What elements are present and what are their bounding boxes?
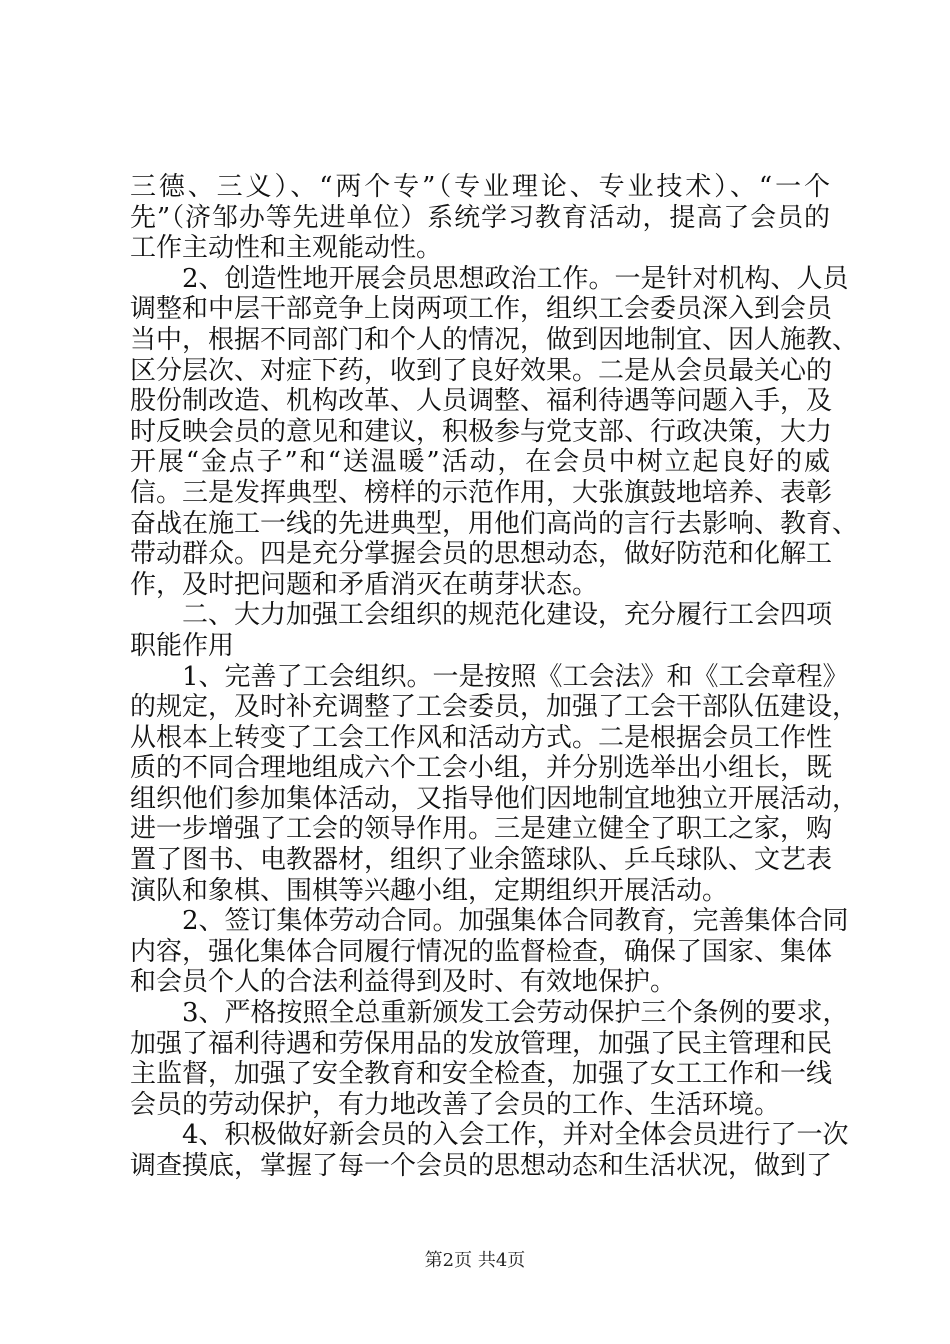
text-line: 3、严格按照全总重新颁发工会劳动保护三个条例的要求，: [182, 998, 849, 1029]
page-footer: 第2页 共4页: [424, 1250, 526, 1271]
text-line: 内容，强化集体合同履行情况的监督检查，确保了国家、集体: [130, 936, 833, 967]
text-line: 加强了福利待遇和劳保用品的发放管理，加强了民主管理和民: [130, 1028, 833, 1059]
text-line: 股份制改造、机构改革、人员调整、福利待遇等问题入手，及: [130, 386, 833, 417]
text-line: 先”（济邹办等先进单位）系统学习教育活动，提高了会员的: [130, 202, 830, 233]
text-line: 演队和象棋、围棋等兴趣小组，定期组织开展活动。: [130, 875, 729, 906]
text-line: 调整和中层干部竞争上岗两项工作，组织工会委员深入到会员: [130, 294, 833, 325]
text-line: 组织他们参加集体活动，又指导他们因地制宜地独立开展活动，: [130, 783, 859, 814]
text-line: 质的不同合理地组成六个工会小组，并分别选举出小组长，既: [130, 753, 833, 784]
text-line: 开展“金点子”和“送温暖”活动，在会员中树立起良好的威: [130, 447, 830, 478]
text-line: 2、创造性地开展会员思想政治工作。一是针对机构、人员: [182, 263, 849, 294]
text-line: 和会员个人的合法利益得到及时、有效地保护。: [130, 967, 677, 998]
text-line: 时反映会员的意见和建议，积极参与党支部、行政决策，大力: [130, 416, 833, 447]
text-line: 调查摸底，掌握了每一个会员的思想动态和生活状况，做到了: [130, 1151, 833, 1181]
text-line: 主监督，加强了安全教育和安全检查，加强了女工工作和一线: [130, 1059, 833, 1090]
text-line: 进一步增强了工会的领导作用。三是建立健全了职工之家，购: [130, 814, 833, 845]
text-line: 当中，根据不同部门和个人的情况，做到因地制宜、因人施教、: [130, 324, 859, 355]
text-line: 1、完善了工会组织。一是按照《工会法》和《工会章程》: [182, 661, 849, 692]
text-line: 2、签订集体劳动合同。加强集体合同教育，完善集体合同: [182, 906, 849, 937]
text-line: 奋战在施工一线的先进典型，用他们高尚的言行去影响、教育、: [130, 508, 859, 539]
text-line: 从根本上转变了工会工作风和活动方式。二是根据会员工作性: [130, 722, 833, 753]
text-line: 区分层次、对症下药，收到了良好效果。二是从会员最关心的: [130, 355, 833, 386]
text-line: 的规定，及时补充调整了工会委员，加强了工会干部队伍建设，: [130, 692, 859, 723]
text-line: 带动群众。四是充分掌握会员的思想动态，做好防范和化解工: [130, 539, 833, 570]
document-body: [130, 172, 859, 1182]
text-line: 二、大力加强工会组织的规范化建设，充分履行工会四项: [182, 600, 833, 631]
text-line: 4、积极做好新会员的入会工作，并对全体会员进行了一次: [182, 1120, 849, 1151]
text-line: 会员的劳动保护，有力地改善了会员的工作、生活环境。: [130, 1089, 781, 1120]
text-line: 工作主动性和主观能动性。: [130, 233, 443, 264]
text-line: 三德、三义）、“两个专”（专业理论、专业技术）、“一个: [130, 172, 830, 202]
text-line: 作，及时把问题和矛盾消灭在萌芽状态。: [130, 569, 599, 600]
text-line: 职能作用: [130, 630, 235, 661]
text-line: 置了图书、电教器材，组织了业余篮球队、乒乓球队、文艺表: [130, 845, 833, 876]
text-line: 信。三是发挥典型、榜样的示范作用，大张旗鼓地培养、表彰: [130, 477, 833, 508]
